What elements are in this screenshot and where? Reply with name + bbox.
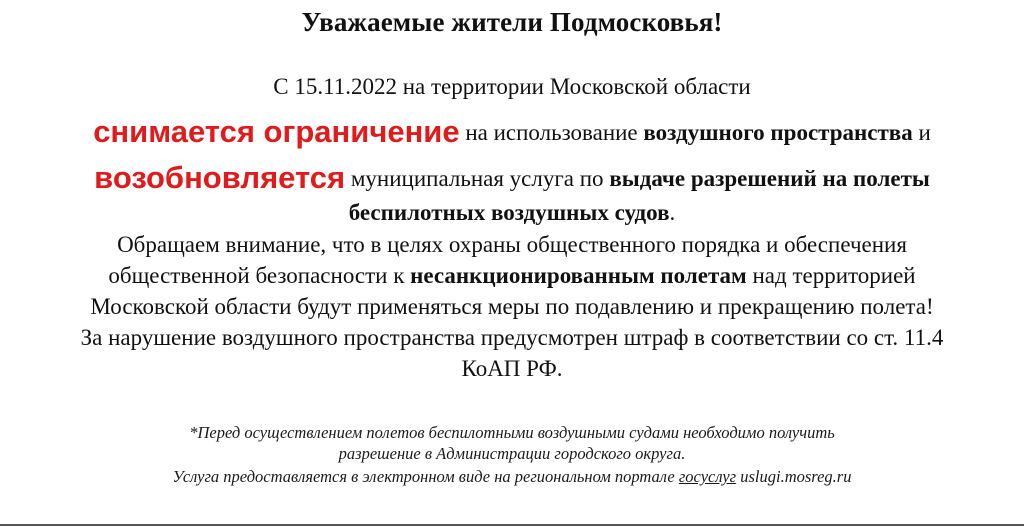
service-text-a: муниципальная услуга по [345,166,610,191]
permits-bold: выдаче разрешений на полеты [609,166,930,191]
notice-heading: Уважаемые жители Подмосковья! [301,7,723,37]
restriction-text-a: на использование [459,120,644,145]
footnote-line-3 [0,466,1024,487]
footnote-line-1: *Перед осуществлением полетов беспилотными воздушными судами необходимо получить [189,423,835,442]
service-line [0,160,1024,197]
restriction-lifted-highlight: снимается ограничение [93,114,460,149]
gosuslugi-link[interactable]: госуслуг [678,467,737,486]
restriction-line [0,114,1024,151]
airspace-bold: воздушного пространства [643,120,913,145]
resumed-highlight: возобновляется [94,160,346,195]
safety-text-b: над территорией [746,263,916,288]
measures-line: Московской области будут применяться меры по подавлению и прекращению полета! [90,294,934,319]
unauthorized-flights-bold: несанкционированным полетам [410,263,747,288]
drones-line [0,198,1024,228]
attention-line: Обращаем внимание, что в целях охраны общественного порядка и обеспечения [117,232,907,257]
code-line: КоАП РФ. [461,356,563,381]
date-line: С 15.11.2022 на территории Московской области [273,74,751,99]
footnote-text-a: Услуга предоставляется в электронном виде на региональном портале [172,467,679,486]
safety-line [0,261,1024,291]
restriction-text-b: и [912,120,931,145]
fine-line: За нарушение воздушного пространства предусмотрен штраф в соответствии со ст. 11.4 [80,325,944,350]
footnote-line-2: разрешение в Администрации городского округа. [338,444,686,463]
drones-bold: беспилотных воздушных судов [348,200,670,225]
drones-period: . [669,200,676,225]
bottom-divider [0,524,1024,526]
safety-text-a: общественной безопасности к [108,263,411,288]
footnote-url: uslugi.mosreg.ru [736,467,852,486]
